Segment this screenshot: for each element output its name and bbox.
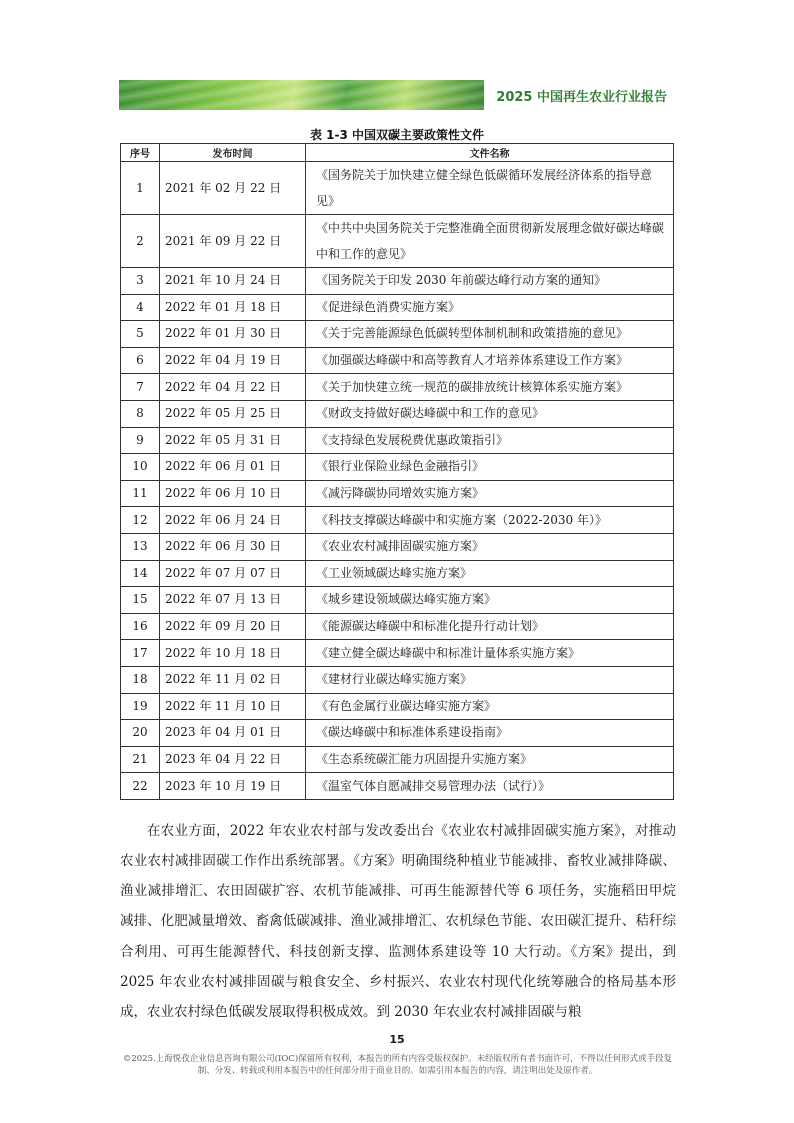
row-index: 10 xyxy=(121,454,160,481)
table-row xyxy=(121,400,674,427)
row-index: 4 xyxy=(121,294,160,321)
table-caption: 表 1-3 中国双碳主要政策性文件 xyxy=(309,128,485,142)
table-row xyxy=(121,374,674,401)
row-date: 2022 年 09 月 20 日 xyxy=(160,613,306,640)
table-row xyxy=(121,746,674,773)
row-index: 20 xyxy=(121,720,160,747)
row-date: 2022 年 11 月 10 日 xyxy=(160,693,306,720)
row-document-name: 《农业农村减排固碳实施方案》 xyxy=(306,533,674,560)
header-band xyxy=(119,80,679,110)
row-document-name: 《生态系统碳汇能力巩固提升实施方案》 xyxy=(306,746,674,773)
row-document-name: 《财政支持做好碳达峰碳中和工作的意见》 xyxy=(306,400,674,427)
row-index: 8 xyxy=(121,400,160,427)
table-row xyxy=(121,427,674,454)
row-document-name: 《国务院关于加快建立健全绿色低碳循环发展经济体系的指导意见》 xyxy=(306,162,674,215)
row-date: 2022 年 05 月 25 日 xyxy=(160,400,306,427)
row-date: 2023 年 10 月 19 日 xyxy=(160,773,306,800)
row-index: 9 xyxy=(121,427,160,454)
row-index: 12 xyxy=(121,507,160,534)
row-index: 17 xyxy=(121,640,160,667)
row-document-name: 《加强碳达峰碳中和高等教育人才培养体系建设工作方案》 xyxy=(306,347,674,374)
row-index: 14 xyxy=(121,560,160,587)
row-date: 2022 年 07 月 13 日 xyxy=(160,587,306,614)
row-date: 2021 年 10 月 24 日 xyxy=(160,268,306,295)
table-row xyxy=(121,587,674,614)
table-row xyxy=(121,613,674,640)
page-number: 15 xyxy=(389,1033,405,1046)
table-row xyxy=(121,773,674,800)
row-date: 2022 年 05 月 31 日 xyxy=(160,427,306,454)
row-document-name: 《建材行业碳达峰实施方案》 xyxy=(306,666,674,693)
row-index: 19 xyxy=(121,693,160,720)
table-row xyxy=(121,533,674,560)
row-date: 2022 年 04 月 19 日 xyxy=(160,347,306,374)
row-document-name: 《国务院关于印发 2030 年前碳达峰行动方案的通知》 xyxy=(306,268,674,295)
row-date: 2023 年 04 月 22 日 xyxy=(160,746,306,773)
row-document-name: 《促进绿色消费实施方案》 xyxy=(306,294,674,321)
row-date: 2023 年 04 月 01 日 xyxy=(160,720,306,747)
report-title: 2025 中国再生农业行业报告 xyxy=(496,90,667,105)
row-index: 18 xyxy=(121,666,160,693)
row-date: 2022 年 10 月 18 日 xyxy=(160,640,306,667)
row-document-name: 《支持绿色发展税费优惠政策指引》 xyxy=(306,427,674,454)
column-header-index: 序号 xyxy=(121,144,160,162)
row-date: 2022 年 06 月 01 日 xyxy=(160,454,306,481)
table-row xyxy=(121,666,674,693)
table-row xyxy=(121,162,674,215)
policy-table xyxy=(120,143,674,800)
row-index: 2 xyxy=(121,215,160,268)
row-index: 11 xyxy=(121,480,160,507)
row-document-name: 《科技支撑碳达峰碳中和实施方案（2022-2030 年）》 xyxy=(306,507,674,534)
row-index: 15 xyxy=(121,587,160,614)
row-document-name: 《工业领域碳达峰实施方案》 xyxy=(306,560,674,587)
table-row xyxy=(121,693,674,720)
row-document-name: 《中共中央国务院关于完整准确全面贯彻新发展理念做好碳达峰碳中和工作的意见》 xyxy=(306,215,674,268)
row-index: 22 xyxy=(121,773,160,800)
row-index: 13 xyxy=(121,533,160,560)
table-row xyxy=(121,321,674,348)
row-date: 2022 年 06 月 10 日 xyxy=(160,480,306,507)
row-date: 2022 年 01 月 30 日 xyxy=(160,321,306,348)
row-document-name: 《减污降碳协同增效实施方案》 xyxy=(306,480,674,507)
row-index: 21 xyxy=(121,746,160,773)
copyright-footer: ©2025.上海悦孜企业信息咨询有限公司(IOC)保留所有权利，本报告的所有内容受版权保护。未经版权所有者书面许可，不得以任何形式或手段复制、分发、转载或利用本报告中的任何部分用于商业目的。如需引用本报告的内容，请注明出处及原作者。 xyxy=(122,1054,673,1076)
table-row xyxy=(121,640,674,667)
row-document-name: 《银行业保险业绿色金融指引》 xyxy=(306,454,674,481)
row-document-name: 《温室气体自愿减排交易管理办法（试行）》 xyxy=(306,773,674,800)
row-date: 2022 年 07 月 07 日 xyxy=(160,560,306,587)
row-document-name: 《能源碳达峰碳中和标准化提升行动计划》 xyxy=(306,613,674,640)
row-date: 2022 年 06 月 30 日 xyxy=(160,533,306,560)
row-index: 6 xyxy=(121,347,160,374)
row-date: 2022 年 11 月 02 日 xyxy=(160,666,306,693)
row-document-name: 《有色金属行业碳达峰实施方案》 xyxy=(306,693,674,720)
row-date: 2022 年 01 月 18 日 xyxy=(160,294,306,321)
table-row xyxy=(121,507,674,534)
row-document-name: 《关于加快建立统一规范的碳排放统计核算体系实施方案》 xyxy=(306,374,674,401)
table-row xyxy=(121,454,674,481)
row-document-name: 《城乡建设领域碳达峰实施方案》 xyxy=(306,587,674,614)
table-row xyxy=(121,560,674,587)
table-header-row xyxy=(121,144,674,162)
column-header-date: 发布时间 xyxy=(160,144,306,162)
row-date: 2021 年 02 月 22 日 xyxy=(160,162,306,215)
row-date: 2022 年 04 月 22 日 xyxy=(160,374,306,401)
column-header-name: 文件名称 xyxy=(306,144,674,162)
row-index: 3 xyxy=(121,268,160,295)
table-row xyxy=(121,294,674,321)
table-row xyxy=(121,347,674,374)
row-date: 2022 年 06 月 24 日 xyxy=(160,507,306,534)
row-index: 7 xyxy=(121,374,160,401)
table-row xyxy=(121,268,674,295)
row-index: 16 xyxy=(121,613,160,640)
header-decoration-stripe xyxy=(119,80,484,110)
row-document-name: 《建立健全碳达峰碳中和标准计量体系实施方案》 xyxy=(306,640,674,667)
row-index: 1 xyxy=(121,162,160,215)
row-date: 2021 年 09 月 22 日 xyxy=(160,215,306,268)
row-document-name: 《关于完善能源绿色低碳转型体制机制和政策措施的意见》 xyxy=(306,321,674,348)
body-paragraph: 在农业方面，2022 年农业农村部与发改委出台《农业农村减排固碳实施方案》，对推动农业农村减排固碳工作作出系统部署。《方案》明确围绕种植业节能减排、畜牧业减排降碳、渔业减排增汇、农田固碳扩容、农机节能减排、可再生能源替代等 6 项任务，实施稻田甲烷减排、化肥减量增效、畜禽低碳减排、渔业减排增汇、农机绿色节能、农田碳汇提升、秸秆综合利用、可再生能源替代、科技创新支撑、监测体系建设等 10 大行动。《方案》提出，到 2025 年农业农村减排固碳与粮食安全、乡村振兴、农业农村现代化统筹融合的格局基本形成，农业农村绿色低碳发展取得积极成效。到 2030 年农业农村减排固碳与粮 xyxy=(120,822,676,1021)
table-row xyxy=(121,480,674,507)
row-index: 5 xyxy=(121,321,160,348)
table-row xyxy=(121,720,674,747)
row-document-name: 《碳达峰碳中和标准体系建设指南》 xyxy=(306,720,674,747)
table-row xyxy=(121,215,674,268)
